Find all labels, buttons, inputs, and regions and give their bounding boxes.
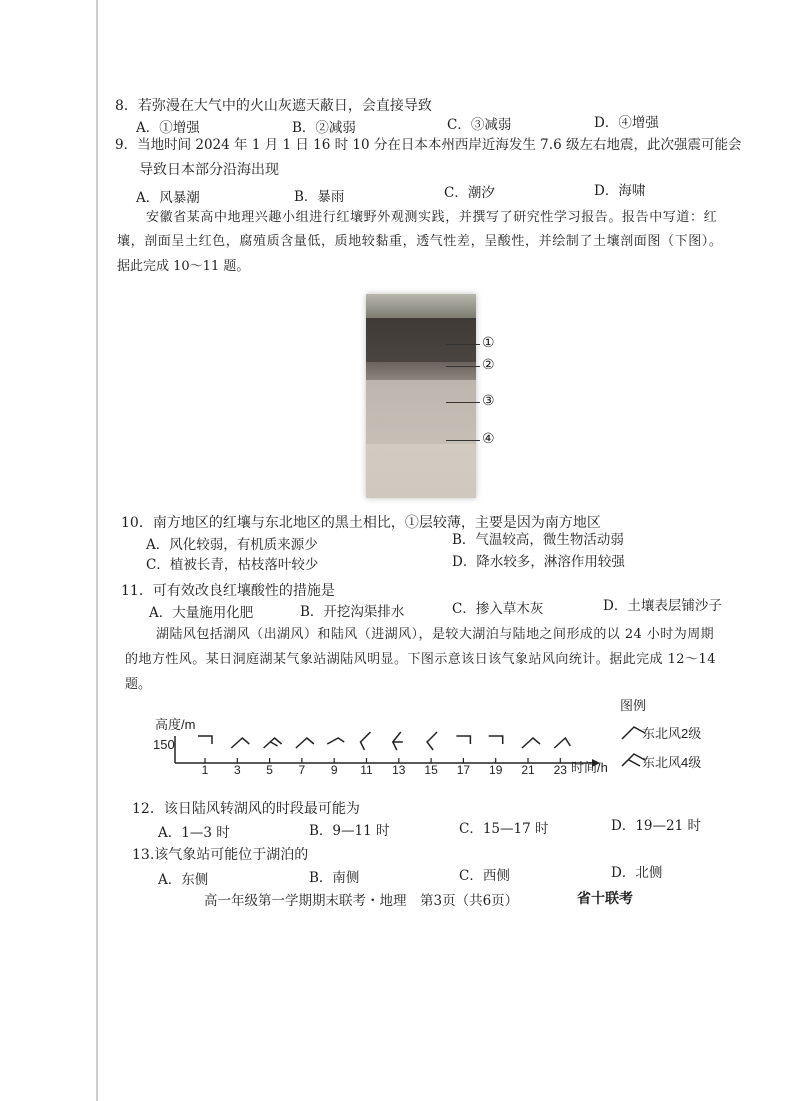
q8-option-a: A．①增强 [136,120,200,136]
q11-option-c: C．掺入草木灰 [452,601,544,617]
q8-stem: 8．若弥漫在大气中的火山灰遮天蔽日，会直接导致 [115,98,432,114]
wind-barb [456,736,470,744]
soil-profile-photo [366,294,476,498]
q10-option-b: B．气温较高，微生物活动弱 [452,532,624,548]
q9-option-b: B．暴雨 [294,189,345,205]
q12-option-d: D．19—21 时 [611,818,701,834]
q12-option-a: A．1—3 时 [158,825,230,841]
soil-layer-4 [366,444,476,498]
chart-xlabel: 时间/h [571,760,608,775]
q8-option-d: D．④增强 [594,115,659,131]
intro-10-11-line1: 安徽省某高中地理兴趣小组进行红壤野外观测实践，并撰写了研究性学习报告。报告中写道：红 [146,210,718,225]
marker-line-1 [446,344,480,345]
q11-stem: 11．可有效改良红壤酸性的措施是 [121,583,335,599]
q9-stem-line1: 9．当地时间 2024 年 1 月 1 日 16 时 10 分在日本本州西岸近海发生 7.6 级左右地震，此次强震可能会 [115,137,742,153]
q9-option-a: A．风暴潮 [136,190,200,206]
x-tick-label: 15 [424,763,438,777]
marker-2: ② [482,357,495,373]
soil-profile-figure [362,288,512,504]
q13-option-a: A．东侧 [158,872,209,888]
wind-direction-chart [0,694,794,804]
marker-line-4 [446,440,480,441]
x-tick-label: 19 [489,763,503,777]
scan-edge [96,0,98,1101]
marker-1: ① [482,335,495,351]
q13-option-d: D．北侧 [611,865,663,881]
x-tick-label: 5 [266,763,273,777]
footer-text: 高一年级第一学期期末联考・地理 第3页（共6页） [204,893,519,909]
x-tick-label: 7 [298,763,306,777]
wind-barb [522,738,540,748]
q11-option-a: A．大量施用化肥 [149,605,254,621]
legend-label-4: 东北风4级 [642,755,702,770]
wind-barb [198,736,212,744]
q13-option-b: B．南侧 [309,870,360,886]
q12-stem: 12．该日陆风转湖风的时段最可能为 [132,801,360,817]
q9-stem-line2: 导致日本部分沿海出现 [139,162,279,178]
wind-barb [554,738,570,748]
wind-barb [231,738,249,748]
soil-layer-3 [366,380,476,444]
x-tick-label: 13 [392,763,406,777]
x-tick-label: 1 [201,763,209,777]
legend-label-2: 东北风2级 [642,726,702,741]
x-tick-label: 23 [553,763,567,777]
soil-layer-2 [366,362,476,380]
x-tick-label: 17 [456,763,471,777]
x-tick-label: 11 [360,763,373,777]
soil-layer-1 [366,318,476,362]
q11-option-d: D．土壤表层铺沙子 [603,598,722,614]
q10-stem: 10．南方地区的红壤与东北地区的黑土相比，①层较薄，主要是因为南方地区 [121,515,601,531]
q12-option-b: B．9—11 时 [309,823,390,839]
wind-barb [361,732,371,750]
footer-stamp: 省十联考 [577,891,633,907]
q10-option-a: A．风化较弱，有机质来源少 [146,537,318,553]
wind-barb [427,732,437,750]
wind-barb [296,738,314,748]
x-tick-label: 21 [521,763,535,777]
intro-10-11-line3: 据此完成 10～11 题。 [117,259,250,274]
intro-12-14-line3: 题。 [125,677,152,692]
intro-10-11-line2: 壤，剖面呈土红色，腐殖质含量低，质地较黏重，透气性差，呈酸性，并绘制了土壤剖面图（下图）。 [117,234,723,249]
q10-option-c: C．植被长青，枯枝落叶较少 [146,557,319,573]
q8-option-b: B．②减弱 [292,120,356,136]
marker-3: ③ [482,393,495,409]
q9-option-d: D．海啸 [594,183,646,199]
chart-height-tick: 150 [153,737,175,752]
legend-title: 图例 [620,698,647,713]
q13-stem: 13.该气象站可能位于湖泊的 [132,847,309,863]
intro-12-14-line1: 湖陆风包括湖风（出湖风）和陆风（进湖风），是较大湖泊与陆地之间形成的以 24 小时为周期 [156,627,715,642]
marker-line-3 [446,402,480,403]
chart-ylabel: 高度/m [155,717,196,732]
wind-barb [489,736,503,744]
q13-option-c: C．西侧 [459,868,510,884]
marker-4: ④ [482,431,495,447]
x-tick-label: 9 [330,763,338,777]
q12-option-c: C．15—17 时 [459,821,549,837]
wind-barb [264,738,282,748]
wind-barb [393,732,403,750]
intro-12-14-line2: 的地方性风。某日洞庭湖某气象站湖陆风明显。下图示意该日该气象站风向统计。据此完成 12～14 [125,652,716,667]
marker-line-2 [446,366,480,367]
wind-barb [327,738,344,744]
q8-option-c: C．③减弱 [447,117,512,133]
q11-option-b: B．开挖沟渠排水 [300,604,405,620]
grass-layer [366,294,476,318]
q9-option-c: C．潮汐 [444,185,495,201]
q10-option-d: D．降水较多，淋溶作用较强 [452,554,625,570]
x-tick-label: 3 [233,763,241,777]
